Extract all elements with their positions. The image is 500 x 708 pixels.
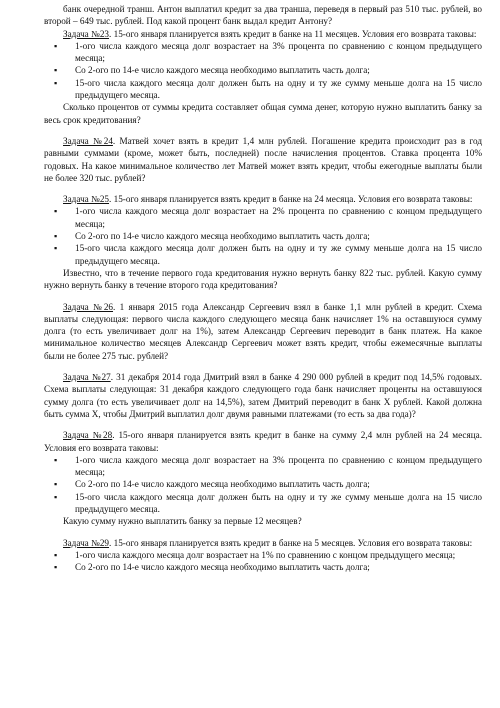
task-25-conditions — [44, 205, 482, 266]
spacer — [44, 292, 482, 301]
spacer — [44, 126, 482, 135]
task-29-text: . 15-ого января планируется взять кредит в банке на 5 месяцев. Условия его возврата таковы: — [109, 537, 473, 548]
spacer — [44, 420, 482, 429]
list-item: ▪ 1-ого числа каждого месяца долг возрастает на 3% процента по сравнению с концом предыдущего месяца; — [44, 40, 482, 65]
list-item: ▪ Со 2-ого по 14-е число каждого месяца необходимо выплатить часть долга; — [44, 230, 482, 242]
task-29-conditions — [44, 549, 482, 574]
task-24-text: . Матвей хочет взять в кредит 1,4 млн рублей. Погашение кредита происходит раз в год равными суммами (кроме, может быть, последней) после начисления процентов. Ставка процента 10% годовых. На какое минимальное количество лет Матвей может взять кредит, чтобы ежегодные выплаты были не более 320 тыс. рублей? — [44, 135, 483, 183]
list-item: ▪ 15-ого числа каждого месяца долг должен быть на одну и ту же сумму меньше долга на 15 число предыдущего месяца. — [44, 242, 482, 267]
intro-paragraph: банк очередной транш. Антон выплатил кредит за два транша, переведя в первый раз 510 тыс. рублей, во второй – 649 тыс. рублей. Под какой процент банк выдал кредит Антону? — [44, 4, 482, 27]
list-item: ▪ 1-ого числа каждого месяца долг возрастает на 2% процента по сравнению с концом предыдущего месяца; — [44, 205, 482, 230]
list-item: ▪ Со 2-ого по 14-е число каждого месяца необходимо выплатить часть долга; — [44, 478, 482, 490]
spacer — [44, 184, 482, 193]
task-26-title: Задача №26 — [63, 301, 114, 312]
task-28-question: Какую сумму нужно выплатить банку за первые 12 месяцев? — [63, 516, 302, 527]
task-25-text: . 15-ого января планируется взять кредит в банке на 24 месяца. Условия его возврата таковы: — [109, 194, 473, 205]
task-23-title: Задача №23 — [63, 28, 110, 39]
task-25-statement — [44, 193, 482, 205]
task-23-question: Сколько процентов от суммы кредита составляет общая сумма денег, которую нужно выплатить банку за весь срок кредитования? — [44, 102, 482, 125]
task-27-title: Задача №27 — [63, 372, 111, 383]
list-item: ▪ 1-ого числа каждого месяца долг возрастает на 3% процента по сравнению с концом предыдущего месяца; — [44, 454, 482, 479]
list-item: ▪ Со 2-ого по 14-е число каждого месяца необходимо выплатить часть долга; — [44, 64, 482, 76]
task-24-title: Задача №24 — [63, 135, 113, 146]
task-26-text: . 1 января 2015 года Александр Сергеевич взял в банке 1,1 млн рублей в кредит. Схема выплаты следующая: первого числа каждого следующего месяца банк начисляет 1% на оставшуюся сумму долга (то есть увеличивает долг на 1%), затем Александр Сергеевич переводит в банк платеж. На какое минимальное количество месяцев Александр Сергеевич может взять кредит, чтобы ежемесячные выплаты были не более 275 тыс. рублей? — [44, 301, 482, 361]
list-item: ▪ Со 2-ого по 14-е число каждого месяца необходимо выплатить часть долга; — [44, 561, 482, 573]
task-28-conditions — [44, 454, 482, 515]
task-29-title: Задача №29 — [63, 537, 110, 548]
task-24-statement — [44, 135, 482, 184]
task-23-text: . 15-ого января планируется взять кредит в банке на 11 месяцев. Условия его возврата таковы: — [109, 28, 477, 39]
list-item: ▪ 1-ого числа каждого месяца долг возрастает на 1% по сравнению с концом предыдущего месяца; — [44, 549, 482, 561]
task-23-conditions — [44, 40, 482, 101]
task-27-statement — [44, 371, 482, 420]
list-item: ▪ 15-ого числа каждого месяца долг должен быть на одну и ту же сумму меньше долга на 15 число предыдущего месяца. — [44, 491, 482, 516]
spacer — [44, 362, 482, 371]
task-28-text: . 15-ого января планируется взять кредит в банке на сумму 2,4 млн рублей на 24 месяца. Условия его возврата таковы: — [44, 430, 482, 453]
task-25-title: Задача №25 — [63, 194, 110, 205]
spacer — [44, 528, 482, 537]
task-27-text: . 31 декабря 2014 года Дмитрий взял в банке 4 290 000 рублей в кредит под 14,5% годовых. Схема выплаты следующая: 31 декабря каждого следующего года банк начисляет проценты на оставшуюся сумму долга (то есть увеличивает долг на 14,5%), затем Дмитрий переводит в банк X рублей. Какой должна быть сумма X, чтобы Дмитрий выплатил долг двумя равными платежами (то есть за два года)? — [44, 372, 482, 419]
task-26-statement — [44, 301, 482, 362]
task-23-statement — [44, 28, 482, 40]
task-28-title: Задача №28 — [63, 430, 113, 441]
list-item: ▪ 15-ого числа каждого месяца долг должен быть на одну и ту же сумму меньше долга на 15 число предыдущего месяца. — [44, 77, 482, 102]
task-25-question: Известно, что в течение первого года кредитования нужно вернуть банку 822 тыс. рублей. Какую сумму нужно вернуть банку в течение второго года кредитования? — [44, 267, 482, 291]
task-29-statement — [44, 537, 482, 549]
task-28-statement — [44, 429, 482, 454]
